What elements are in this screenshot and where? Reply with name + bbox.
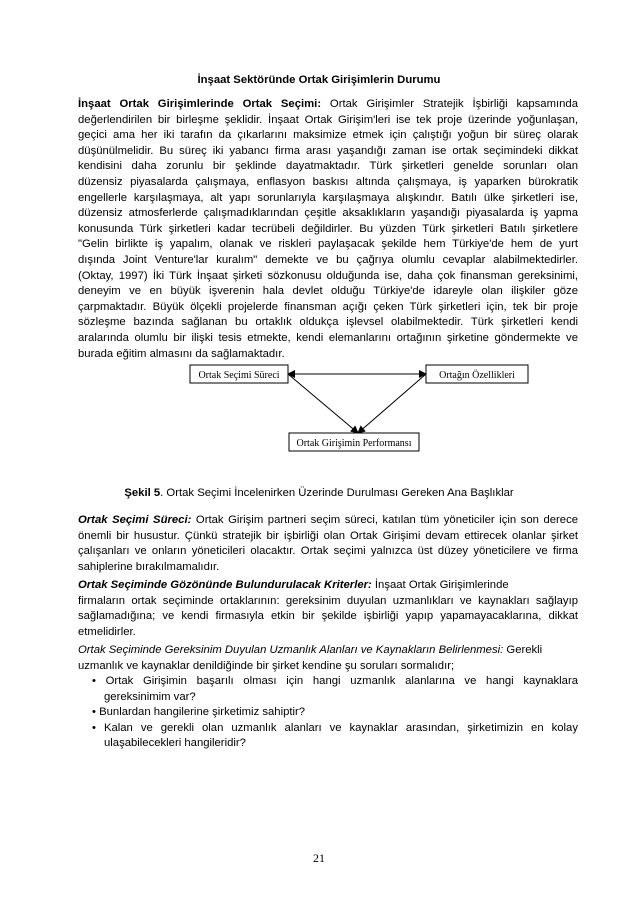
intro-line: geçici ama her iki tarafın da çıkarlarını maksimize etmek için çalıştığı yoğun bir süreç olarak xyxy=(78,129,578,142)
intro-line: konusunda Türk şirketleri kadar tecrübeli değildirler. Bu yüzden Türk şirketleri Batılı şirketlere xyxy=(78,222,578,235)
figure-caption xyxy=(0,487,638,499)
section-ortak-secimi-sureci xyxy=(78,513,578,575)
section-line: Ortak Seçiminde Gözönünde Bulundurulacak Kriterler: İnşaat Ortak Girişimlerinde xyxy=(78,579,509,591)
node-ortagin-ozellikleri xyxy=(426,365,528,383)
intro-line: düşünülmelidir. Bu süreç iki yabancı firma arası yaşandığı zaman ise ortak seçimindeki dikkat xyxy=(78,144,578,157)
section-line: önemli bir husustur. Çünkü stratejik bir işbirliği olan Ortak Girişimi devam ettirecek olanlar şirket xyxy=(78,529,578,542)
diagram-connectors xyxy=(288,374,426,433)
arrow-left-to-bottom xyxy=(288,374,358,433)
section-line: çalışanları ve onların yöneticileri olacaktır. Ortak seçimi yalnızca üst düzey yöneticilere ve firma xyxy=(78,545,578,558)
intro-line: kendisini daha zorunlu bir şeklinde dayatmaktadır. Türk şirketleri genelde sorunları olan xyxy=(78,160,578,173)
figure-number: Şekil 5 xyxy=(124,487,161,499)
section-heading: Ortak Seçimi Süreci: xyxy=(78,514,192,526)
section-ortak-secimi-kriterler xyxy=(78,578,578,640)
node-label: Ortak Girişimin Performansı xyxy=(296,438,412,449)
section-heading: Ortak Seçiminde Gereksinim Duyulan Uzmanlık Alanları ve Kaynakların Belirlenmesi: xyxy=(78,644,504,656)
node-label: Ortağın Özellikleri xyxy=(439,370,515,381)
page-number: 21 xyxy=(313,851,325,865)
list-item: • Bunlardan hangilerine şirketimiz sahiptir? xyxy=(92,706,306,719)
intro-line: sözleşme bazında sağlanan bu ortaklık oldukça işlevsel olabilmektedir. Türk şirketleri kendi xyxy=(78,316,578,329)
list-item: • Kalan ve gerekli olan uzmanlık alanları ve kaynaklar arasından, şirketimizin en kolay xyxy=(92,721,578,734)
list-item-continuation: ulaşabilecekleri hangileridir? xyxy=(104,737,246,750)
list-item: • Ortak Girişimin başarılı olması için hangi uzmanlık alanlarına ve hangi kaynaklara xyxy=(92,675,578,687)
node-ortak-secimi-sureci xyxy=(190,365,288,383)
intro-line: burada eğitim almasını da sağlamaktadır. xyxy=(78,347,285,360)
intro-line: İnşaat Ortak Girişimlerinde Ortak Seçimi: Ortak Girişimler Stratejik İşbirliği kapsamında xyxy=(78,98,578,110)
node-ortak-girisimin-performansi xyxy=(289,433,419,451)
intro-line: düzensiz atmosferlerde çalışmadıklarından çeşitle aksaklıkların yaşandığı piyasalarda iş yapma xyxy=(78,207,578,220)
intro-line: değerlendirilen bir birleşme şeklidir. İnşaat Ortak Girişim'leri ise tek proje üzerinde yoğunlaşan, xyxy=(78,113,578,126)
section-uzmanlik-alanlari xyxy=(78,643,578,674)
page-heading: İnşaat Sektöründe Ortak Girişimlerin Durumu xyxy=(197,74,441,86)
intro-line: çarpmaktadır. Büyük ölçekli projelerde finansman açığı çeken Türk şirketleri için, tek bir proje xyxy=(78,300,578,313)
list-item-continuation: gereksinimim var? xyxy=(104,690,196,703)
section-line: Ortak Seçimi Süreci: Ortak Girişim partneri seçim süreci, katılan tüm yöneticiler için son derece xyxy=(78,514,578,526)
section-line: sahiplerine bırakılmamalıdır. xyxy=(78,560,220,573)
node-label: Ortak Seçimi Süreci xyxy=(198,370,280,381)
figure-caption-text: . Ortak Seçimi İncelenirken Üzerinde Durulması Gereken Ana Başlıklar xyxy=(160,487,514,499)
intro-line: dışında Joint Venture'lar kuralım" demekte ve bu çağrıya olumlu cevaplar alabilmektedirler. xyxy=(78,253,578,266)
intro-line: engellerle karşılaşmaya, alt yapı sorunlarıyla karşılaşmaya alışkındır. Batılı ülke şirketleri ise, xyxy=(78,191,578,204)
section-line: sağlamadığına; ve kendi firmasıyla etkin bir şekilde işbirliği yapıp yapamayacaklarına, dikkat xyxy=(78,610,578,623)
intro-lead: İnşaat Ortak Girişimlerinde Ortak Seçimi: xyxy=(78,98,322,110)
intro-line: düzensiz piyasalarda çalışmaya, enflasyon baskısı altında çalışmaya, iş yaparken bürokratik xyxy=(78,175,578,188)
intro-line: "Gelin birlikte iş yapalım, olanak ve riskleri paylaşacak şekilde hem Türkiye'de hem de yurt xyxy=(78,238,578,251)
section-line: firmaların ortak seçiminde ortaklarının: gereksinim duyulan uzmanlıkları ve kaynakları sağlayıp xyxy=(78,594,578,607)
section-line: Ortak Seçiminde Gereksinim Duyulan Uzmanlık Alanları ve Kaynakların Belirlenmesi: Gerekli xyxy=(78,644,543,656)
question-list xyxy=(92,674,578,752)
section-line: etmelidirler. xyxy=(78,625,136,638)
intro-line: aralarında olumlu bir ilişki tesis etmekte, kendi elemanlarını ortağının şirketine göndermekte ve xyxy=(78,331,578,344)
section-heading: Ortak Seçiminde Gözönünde Bulundurulacak Kriterler: xyxy=(78,579,372,591)
intro-line: (Oktay, 1997) İki Türk İnşaat şirketi sözkonusu olduğunda ise, daha çok finansman gereksinimi, xyxy=(78,269,578,282)
intro-line: deneyim ve en büyük işverenin hala devlet olduğu Türkiye'de idareyle olan ilişkiler göze xyxy=(78,285,578,298)
arrow-right-to-bottom xyxy=(358,374,426,433)
section-line: uzmanlık ve kaynaklar denildiğinde bir şirket kendine şu soruları sormalıdır; xyxy=(78,659,455,672)
